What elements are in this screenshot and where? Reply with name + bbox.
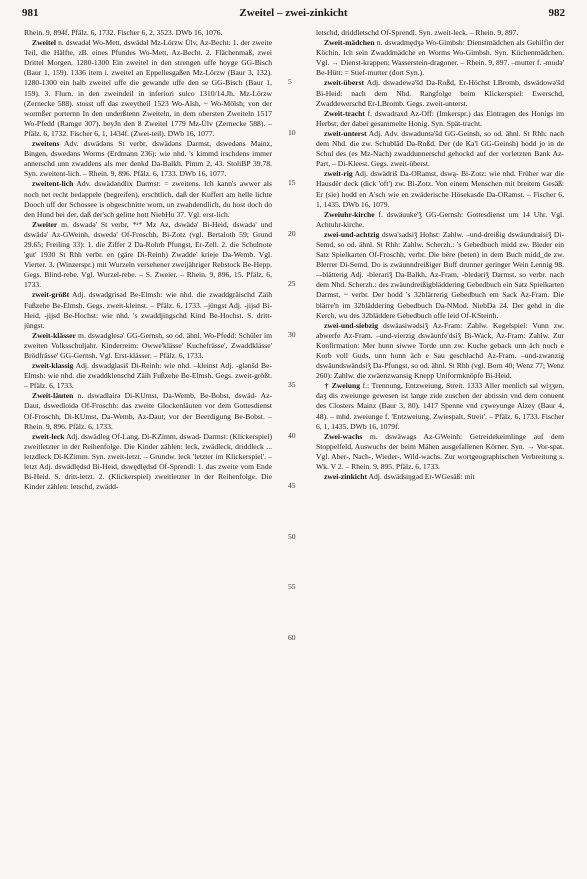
dictionary-entry: [24, 179, 272, 219]
entry-lemma: zwei-und-siebzig: [324, 320, 378, 330]
entry-lemma: Zweiuhr-kirche: [324, 209, 375, 219]
dictionary-entry: [24, 290, 272, 330]
line-number: 5: [288, 77, 292, 87]
entry-lemma: Zweit-mädchen: [324, 38, 375, 48]
entry-lemma: zweit-leck: [32, 431, 65, 441]
line-number: 25: [288, 279, 296, 289]
entry-lemma: Zweit-läuten: [32, 391, 74, 401]
line-number: 40: [288, 430, 296, 440]
dictionary-entry: [316, 230, 564, 321]
entry-lemma: † Zweiung: [324, 381, 361, 391]
entry-text: Rhein. 9, 894f. Pfälz. 6, 1732. Fischer 6, 2, 3523. DWb 16, 1076.: [24, 28, 223, 37]
dictionary-entry: [24, 220, 272, 291]
entry-text: Adv. dswädəns St verbr, dswädəns Darmst, dswedəns Mainz, Bingen, dswedəns Worms (Erdmann 236): wie nhd. 's kimmd irschdens immer annerschd unn zwaddens als mer denkd Da-Balkh. Pimm 2, 43. StoliBP 39.78. Syn. zweitent-lich. – Rhein. 9, 896. Pfälz. 6, 1733. DWb 16, 1077.: [24, 139, 272, 179]
line-number: 15: [288, 178, 296, 188]
entry-lemma: zweit-unterst: [324, 128, 367, 138]
entry-text: Adj. dswadewə'šd Da-Roßd, Er-Höchst LBromb, dswädowə'šd Bi-Heid: nach dem Nhd. Rangfolge beim Klickerspiel: Ewerschd, Zwaddewerschd Er-LBromb. Gegs. zweit-unterst.: [316, 78, 564, 108]
left-column: [24, 28, 272, 868]
dictionary-entry: [24, 139, 272, 179]
entry-text: letschd, driddletschd Of-Sprendl. Syn. zweit-leck. – Rhein. 9, 897.: [316, 28, 519, 37]
dictionary-entry: [24, 391, 272, 431]
dictionary-entry: [316, 472, 564, 482]
entry-text: f.: Trennung, Entzweiung, Streit. 1333 Aller menlich sal wiʒʒen, daʒ dis zweiunge gewesen ist lange zide zuschen der abtissin vnd dem conuent des Closters Mainz (Baur 3, 80). 1417 Spenne vnd cʒweyunge Alzey (Baur 4, 48). – mhd. zweiunge f. 'Entzweiung, Zwiespalt, Streit'. – Pfälz. 6, 1733. Fischer 6, 1, 1435. DWb 16, 1079f.: [316, 381, 564, 431]
entry-lemma: zweit-größt: [32, 290, 70, 300]
dictionary-entry: [316, 169, 564, 209]
right-column: [316, 28, 564, 868]
entry-text: dswäasiwədsiǯ Az-Fram: Zahlw. Kegelspiel: Vunn zw. abwerfe Az-Fram. –und-vierzig dswäunfe'dsiǯ Bi-Wack, Az-Fram: Zahlw. Zur Konfirmation: Mer hunn siwwe Torde unn zw. Kuche geback unn äch noch e Korb voll Guds, unn hunn äch e Sau geschlachd Az-Fram. –und-zwanzig dswäundswändsiǯ Da-Pfungst, so od. ähnl. St Rhh (vgl. Born 40; Wenz 77; Wenz 260): Zahlw. die zwäenzwansig Knepp Uniformknöpfe Bi-Heid.: [316, 320, 564, 381]
dictionary-entry: [316, 129, 564, 169]
entry-text: Adj. dswädriš Da-ORamst, dswą- Bi-Zotz: wie nhd. Früher war die Hausdër deck (dick 'oft') zw. Bi-Zotz. Von einem Menschen mit breitem Gesäß: Er (sie) hodd en A'sch wie en zwäderische Hösekasde Da-ORamst. – Fischer 6, 1, 1435. DWb 16, 1079.: [316, 169, 564, 209]
dictionary-entry: [316, 321, 564, 382]
line-number: 10: [288, 127, 296, 137]
entry-lemma: zweit-überst: [324, 78, 365, 88]
entry-text: Adj. Adv. dswaduntə'šd GG-Geinsh, so od. ähnl. St Rhh: nach dem Nhd. die zw. Schublād Da-Roßd. Der (de Ka'l GG-Geinsh) hodd jo in de Schul des (es Mz-Nach) zwaddunnerschd gehockd auf der vorletzten Bank Az-Part, – Di-Kleest. Gegs. zweit-überst.: [316, 128, 564, 169]
dictionary-entry: [316, 28, 564, 38]
page-number-right: 982: [548, 7, 565, 19]
entry-lemma: Zweiter: [32, 219, 58, 229]
entry-lemma: zweit-rig: [324, 169, 353, 179]
line-number: 20: [288, 228, 296, 238]
entry-text: Adv. dswädəndlix Darmst: = zweitens. Ich kann's awwer als noch net recht bedappele (begreifen), erschtlich, daß der Kuffert am helle lichte Dooch uff der Schossee is obgeschnitte worn, un zwahdendlich, du host doch do den Hund bei der, daß der'sch gelitte hott NiebHu 37. Vgl. erst-lich.: [24, 179, 272, 219]
entry-lemma: zwei-zinkicht: [324, 472, 368, 482]
dictionary-entry: [316, 38, 564, 78]
entry-text: m. dswäwags Az-GWeinh: Getreidekeimlinge auf dem Stoppelfeld, Auswuchs der beim Mähen ausgefallenen Körner. Syn. → Vor-spat. Vgl. Aber-, Nach-, Wieder-, Wild-wachs. Zur wortgeographischen Verbreitung s. Wk. V 2. – Rhein. 9, 895. Pfälz. 6, 1733.: [316, 431, 564, 472]
dictionary-entry: [316, 78, 564, 108]
dictionary-entry: [24, 28, 272, 38]
dictionary-entry: [24, 361, 272, 391]
entry-lemma: zweitent-lich: [32, 179, 74, 189]
entry-lemma: zweit-klassig: [32, 361, 74, 371]
entry-lemma: Zweit-tracht: [324, 108, 365, 118]
entry-text: dswə'sadsiǯ Hohst: Zahlw. –und-dreißig dswäundraisiǯ Di-Semd, so od. ähnl. St Rhh: Zahlw. Scherzh.: 's Gebedbuch midd zw. Bleder ein Satz Spielkarten Of-Froschh, verbr. Die bëre (beten) in dem Buch midd_de zw. Blerrer Di-Semd. Do is zwäunndreißiger Buff drunner geringer Wein Lennig 98. –-blätterig Adj. -blerariǯ Da-Balkh, Az-Fram, -bledəriǯ Darmst, so verbr. nach dem Nhd. Scherzh.: des zwäundreißigbläddering Gebedbuch ein Satz Spielkarten Darmst, ~ verbr. Der hodd 's 32blärrerig Gebedbuch em Sack Az-Fram. Die blärre'n im 32bläddering Gebedbuch Da-NMod. NiebDa 24. Der gehd in die Kerch, wu des 32bläddere Gebedbuch offe leid Of-KSteinh.: [316, 229, 564, 320]
entry-text: Adj. dswädleg Of-Lang, Di-KZimm, dswad- Darmst: (Klickerspiel) zweitletzter in der Reihenfolge. Die Kinder zählen: leck, zwädleck, driddleck ... letzdleck Di-KZimm. Syn. zweit-letzt. – Grundw. leck 'letzter im Klickerspiel'. –letzt Adj. dswädlędsd Bi-Heid, dswędlędsd Of-Sprendl: 1. das zweite vom Ende Bi-Heid. S. dritt-letzt. 2. (Klickerspiel) zweitletzter in der Reihenfolge. Die Kinder zählen: letschd, zwädd-: [24, 431, 272, 492]
entry-lemma: Zweitel: [32, 38, 57, 48]
entry-lemma: Zwei-wachs: [324, 431, 363, 441]
dictionary-entry: [24, 38, 272, 139]
entry-text: m. dswadə' St verbr, *ᵃ* Mz Az, dswädə' Bi-Heid, dswadə' und dswädə' Az-GWeinh, dswedə' Of-Froschh, Bi-Zotz (vgl. Bertaloth 59; Grund 29.65; Freiling 33): 1. die Ziffer 2 Da-Rohrb Pfungst, Er-Zell. 2. die Schulnote 'gut' 1930 St Rhh verbr. en (gäre Di-Reinh) Zwadde' krieje Da-Wemb. Vgl. Vierter. 3. (Winzerspr.) mit Wurzeln versehener zweijähriger Rebstock Be-Hepp. Gegs. Blind-rebe. Vgl. Wurzel-rebe. – S. Zweier. – Rhein. 9, 896, 15. Pfälz. 6, 1733.: [24, 219, 272, 290]
dictionary-entry: [316, 109, 564, 129]
page-number-left: 981: [22, 7, 39, 19]
dictionary-entry: [316, 210, 564, 230]
entry-lemma: zwei-und-achtzig: [324, 229, 380, 239]
entry-text: f. dswadraxd Az-Off: (Imkerspr.) das Eintragen des Honigs im Herbst; der dabei gesammelte Honig. Syn. Spät-tracht.: [316, 108, 564, 128]
entry-text: m. dswadglesə' GG-Gernsh, so od. ähnl. Wo-Pfedd: Schüler im zweiten Volksschuljahr. Kinderreim: Owwe'klässe' Kuchefrässe', Zwaddklässe' Brödfrässe' GG-Gernsh. Vgl. Erst-klässer. – Pfälz. 6, 1733.: [24, 330, 272, 360]
entry-lemma: zweitens: [32, 139, 60, 149]
entry-text: Adj. dswadglasiš Di-Reinh: wie nhd. –kleinst Adj. -glənšd Be-Elmsh: wie nhd. die zwaddklenschd Zäih Fußzehe Be-Elmsh. Gegs. zweit-größt. – Pfälz. 6, 1733.: [24, 361, 272, 391]
dictionary-entry: [24, 432, 272, 493]
line-number: 50: [288, 531, 296, 541]
entry-lemma: Zweit-klässer: [32, 330, 76, 340]
line-number: 55: [288, 582, 296, 592]
entry-text: n. dswadəl Wo-Mett, dswädəl Mz-Lörzw Ülv, Az-Becht: 1. der zweite Teil, die Hälfte, zB. eines Pfundes Wo-Mett, Az-Becht. 2. Flächenmaß, zwei Drittel Morgen. 1280-1300 Ein zweitel in den strengen uffe hoyge GG-Bisch (Baur 1, 159). 1336 item i. zweitel an Eppellesgaßen Mz-Lörzw (Baur 3, 132). 1280-1300 ein halb zweitel uffe die gewande uffe den se GG-Bisch (Baur 1, 159). 3. Flurn. in den zweindeil in inferiori sulco 1310/14.Jh. Mz-Lörzw (Zernecke 588). stosst uff das zweytheil 1523 Wo-Alsh, ~ Wo-Mölsh; von der wormßer porternn In den underßtenn Zweiteln, in dem obersten Zweiteln 1517 Wo-Pfedd (Ramge 307). beyJn den 8 Zweitel 1779 Mz-Ülv (Zernecke 588). – Pfälz. 6, 1732. Fischer 6, 1, 1434f. (Zwei-teil). DWb 16, 1077.: [24, 38, 272, 138]
running-head: Zweitel – zwei-zinkicht: [239, 7, 348, 19]
entry-text: n. dswadmędʒə Wo-Gimbsh: Dienstmädchen als Gehilfin der Köchin. Ich sein Zwaddmädche en Worms Wo-Gimbsh. Syn. Küchenmädchen. Vgl. → Dienst-krappen; Wasserstein-dragoner. – Rhein. 9, 897. –mutter f. -mudə' Be-Hütt: = Stief-mutter (dort Syn.).: [316, 38, 564, 78]
line-number: 45: [288, 481, 296, 491]
entry-text: f. dswäuuke'ǯ GG-Gernsh: Gottesdienst um 14 Uhr. Vgl. Achtuhr-kirche.: [316, 209, 564, 229]
line-number: 30: [288, 329, 296, 339]
line-number: 60: [288, 632, 296, 642]
page-header: [22, 7, 565, 23]
line-number: 35: [288, 380, 296, 390]
entry-text: Adj. dswädsiŋgəd Er-WGesäß: mit: [367, 472, 475, 482]
entry-text: n. dswadlairə Di-KUmst, Da-Wemb, Be-Bobst, dswäd- Az-Daut, dswedloidə Of-Froschh: das zweite Glockenläuten vor dem Gottesdienst Of-Froschh, Di-KUmst, Da-Wemb, Az-Daut; vor der Beerdigung Be-Bobst. – Rhein. 9, 896. Pfälz. 6, 1733.: [24, 391, 272, 431]
line-numbers: [288, 28, 308, 868]
entry-text: Adj. dswadgrisəd Be-Elmsh: wie nhd. die zwaddgräischd Zäih Fußzehe Be-Elmsh. Gegs. zweit-kleinst. – Pfälz. 6, 1733. –jüngst Adj. -jijsd Bi-Heid, -jijsd Be-Hochst: wie nhd. 's zwaddjingschd Kind Be-Hochst. S. dritt-jüngst.: [24, 290, 272, 330]
dictionary-entry: [24, 331, 272, 361]
dictionary-entry: [316, 432, 564, 472]
dictionary-entry: [316, 381, 564, 431]
